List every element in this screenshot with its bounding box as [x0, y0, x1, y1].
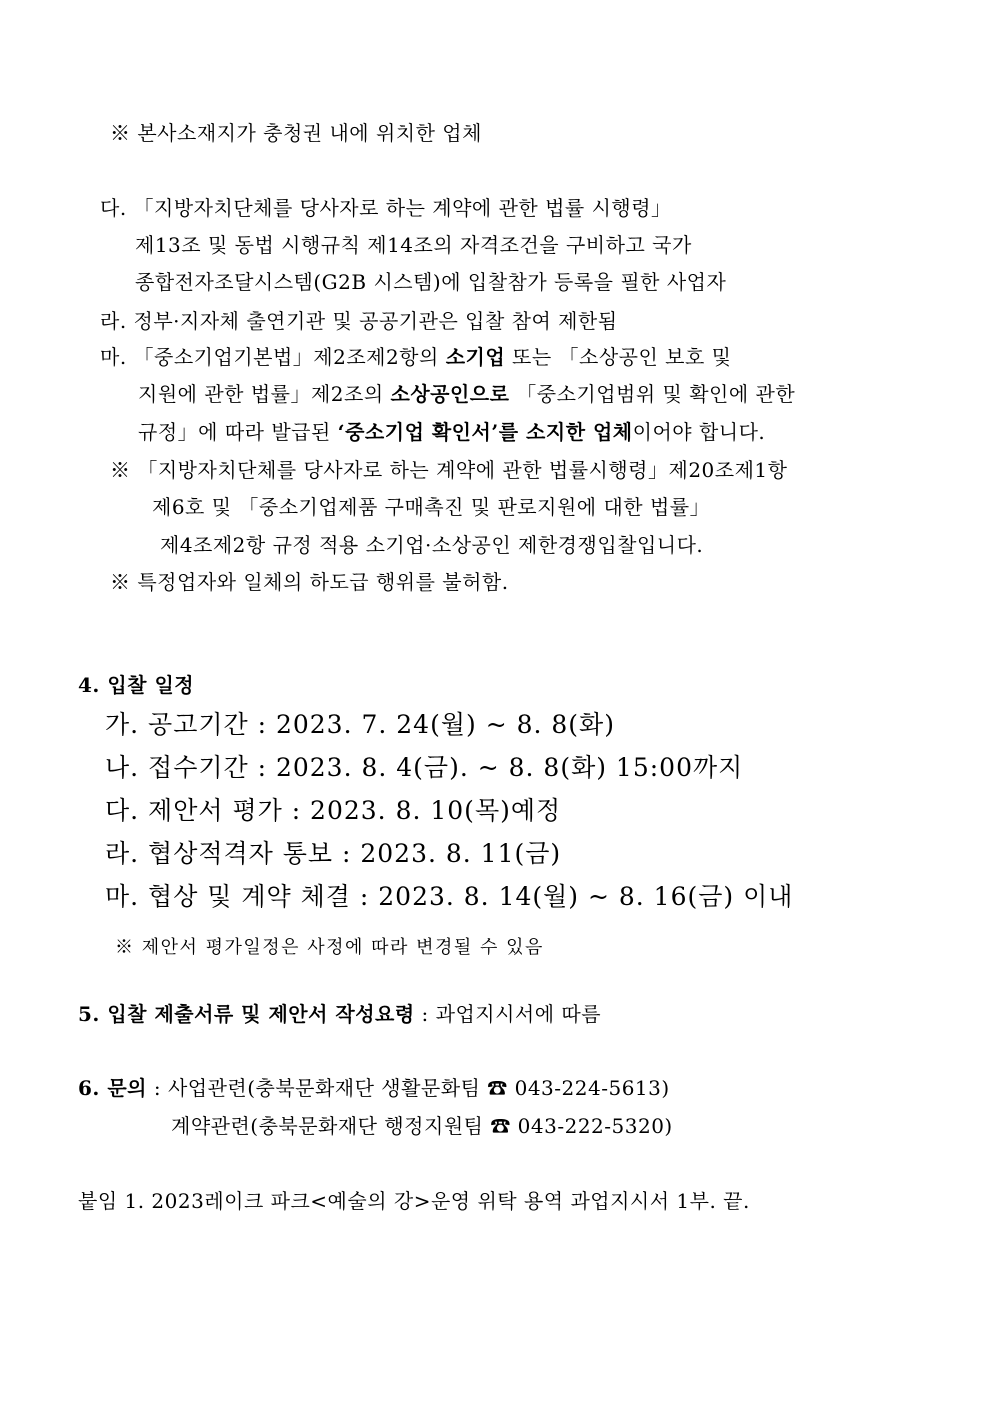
- contact-business: 사업관련(충북문화재단 생활문화팀 ☎ 043-224-5613): [167, 1076, 670, 1100]
- schedule-item: 라. 협상적격자 통보 : 2023. 8. 11(금): [105, 839, 562, 868]
- note-subcontract: ※ 특정업자와 일체의 하도급 행위를 불허함.: [110, 570, 509, 594]
- note-restricted-bid-line1: ※ 「지방자치단체를 당사자로 하는 계약에 관한 법률시행령」제20조제1항: [110, 458, 788, 482]
- bold-text: 소기업: [445, 345, 506, 369]
- schedule-item: 나. 접수기간 : 2023. 8. 4(금). ~ 8. 8(화) 15:00까지: [105, 753, 744, 782]
- text: 마. 「중소기업기본법」제2조제2항의: [100, 345, 446, 369]
- text: 「중소기업범위 및 확인에 관한: [509, 382, 796, 406]
- bold-text: 소상공인으로: [390, 382, 510, 406]
- text: 이어야 합니다.: [632, 420, 766, 444]
- section-5: [78, 998, 601, 1027]
- item-ma-line1: [100, 341, 731, 370]
- text: 규정」에 따라 발급된: [138, 420, 338, 444]
- schedule-item: 가. 공고기간 : 2023. 7. 24(월) ~ 8. 8(화): [105, 710, 615, 739]
- item-ra: 라. 정부·지자체 출연기관 및 공공기관은 입찰 참여 제한됨: [100, 309, 618, 333]
- bold-text: ‘중소기업 확인서’를 소지한 업체: [337, 420, 633, 444]
- contact-contract: 계약관련(충북문화재단 행정지원팀 ☎ 043-222-5320): [171, 1114, 673, 1138]
- section-heading: 4. 입찰 일정: [78, 673, 195, 697]
- section-heading: 6. 문의: [78, 1076, 147, 1100]
- note-restricted-bid-line3: 제4조제2항 규정 적용 소기업·소상공인 제한경쟁입찰입니다.: [160, 533, 704, 557]
- text: 지원에 관한 법률」제2조의: [138, 382, 391, 406]
- item-ma-line2: [138, 378, 795, 407]
- separator: :: [146, 1076, 168, 1100]
- item-da-line2: 제13조 및 동법 시행규칙 제14조의 자격조건을 구비하고 국가: [135, 233, 692, 257]
- schedule-item: 마. 협상 및 계약 체결 : 2023. 8. 14(월) ~ 8. 16(금) 이내: [105, 882, 794, 911]
- attachment-line: 붙임 1. 2023레이크 파크<예술의 강>운영 위탁 용역 과업지시서 1부. 끝.: [78, 1189, 750, 1213]
- section-heading: 5. 입찰 제출서류 및 제안서 작성요령: [78, 1002, 415, 1026]
- item-ma-line3: [138, 416, 765, 445]
- text: 또는 「소상공인 보호 및: [505, 345, 732, 369]
- item-da-line1: 다. 「지방자치단체를 당사자로 하는 계약에 관한 법률 시행령」: [100, 196, 672, 220]
- schedule-note: ※ 제안서 평가일정은 사정에 따라 변경될 수 있음: [115, 937, 544, 958]
- section-text: : 과업지시서에 따름: [414, 1002, 602, 1026]
- section-6-line1: [78, 1072, 670, 1101]
- schedule-item: 다. 제안서 평가 : 2023. 8. 10(목)예정: [105, 796, 562, 825]
- item-da-line3: 종합전자조달시스템(G2B 시스템)에 입찰참가 등록을 필한 사업자: [135, 270, 727, 294]
- note-restricted-bid-line2: 제6호 및 「중소기업제품 구매촉진 및 판로지원에 대한 법률」: [152, 495, 711, 519]
- note-hq-location: ※ 본사소재지가 충청권 내에 위치한 업체: [110, 121, 482, 145]
